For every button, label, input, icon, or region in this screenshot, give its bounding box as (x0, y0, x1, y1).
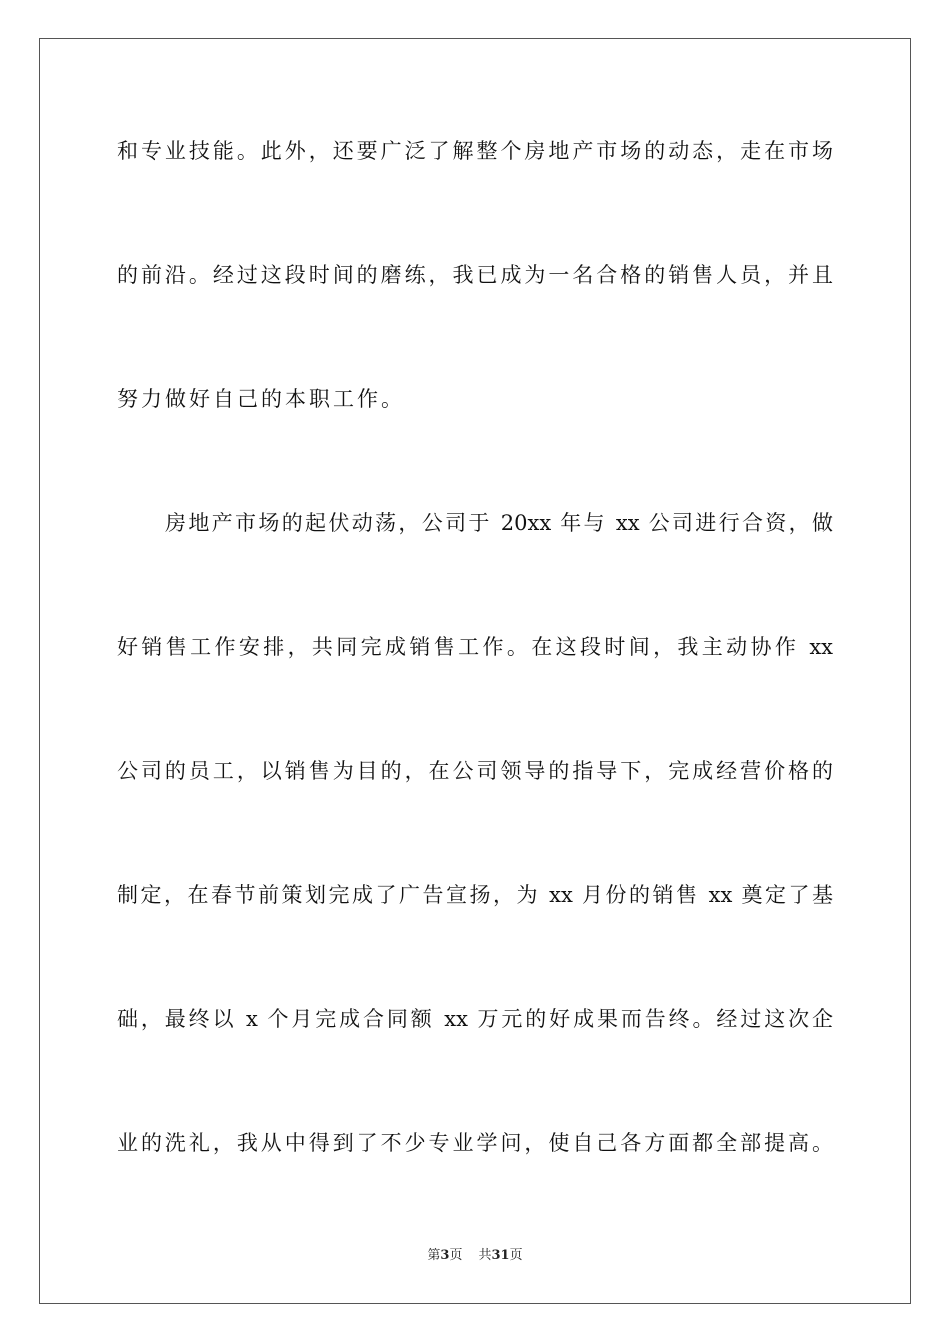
paragraph-line: 础，最终以 x 个月完成合同额 xx 万元的好成果而告终。经过这次企 (117, 1007, 833, 1031)
paragraph-line: 和专业技能。此外，还要广泛了解整个房地产市场的动态，走在市场 (117, 139, 833, 163)
page-footer (0, 1247, 950, 1265)
total-pages: 31 (491, 1248, 510, 1263)
paragraph-line: 制定，在春节前策划完成了广告宣扬，为 xx 月份的销售 xx 奠定了基 (117, 883, 833, 907)
page-border (39, 38, 911, 1304)
paragraph-line: 房地产市场的起伏动荡，公司于 20xx 年与 xx 公司进行合资，做 (165, 511, 833, 535)
paragraph-line: 努力做好自己的本职工作。 (117, 387, 405, 411)
paragraph-line: 好销售工作安排，共同完成销售工作。在这段时间，我主动协作 xx (117, 635, 833, 659)
paragraph-line: 公司的员工，以销售为目的，在公司领导的指导下，完成经营价格的 (117, 759, 833, 783)
total-prefix: 共 (478, 1248, 492, 1263)
paragraph-line: 业的洗礼，我从中得到了不少专业学问，使自己各方面都全部提高。 (117, 1131, 833, 1155)
paragraph-line: 的前沿。经过这段时间的磨练，我已成为一名合格的销售人员，并且 (117, 263, 833, 287)
page-suffix: 页 (449, 1248, 463, 1263)
page-number: 3 (440, 1248, 450, 1263)
total-suffix: 页 (509, 1248, 523, 1263)
page-prefix: 第 (427, 1248, 441, 1263)
